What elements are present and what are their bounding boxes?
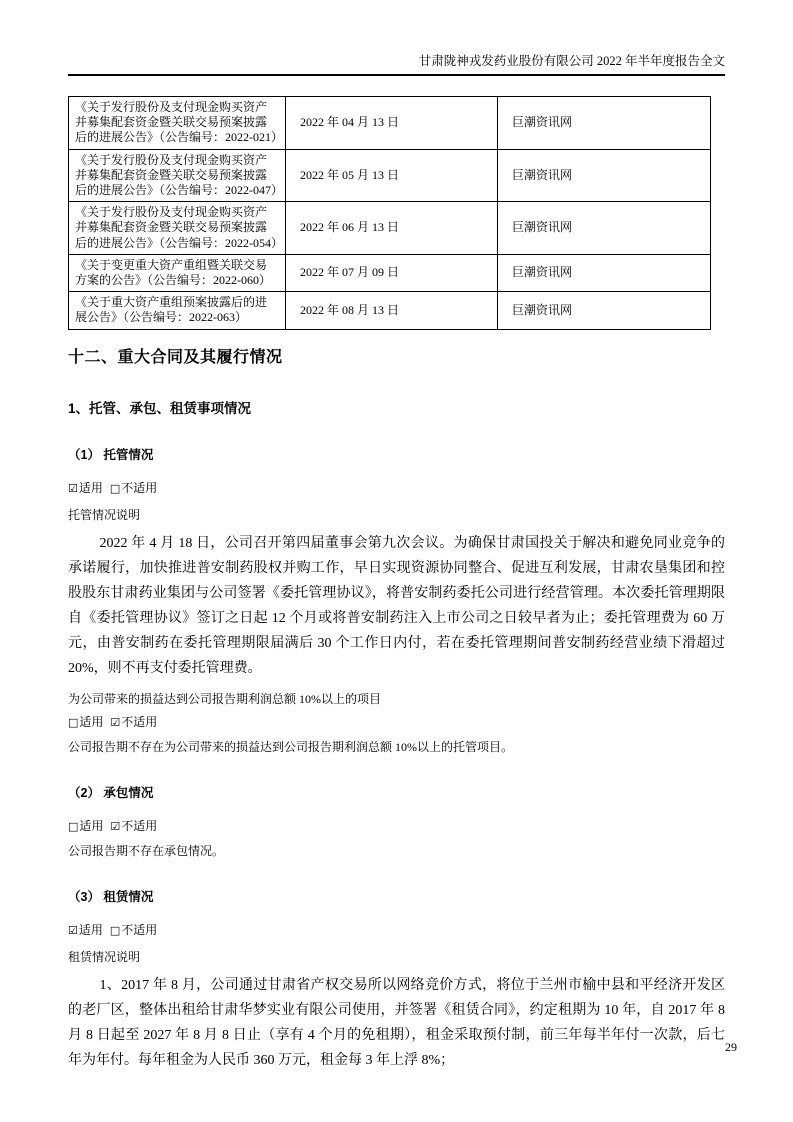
checkbox-checked-icon: ☑	[68, 923, 78, 937]
checkbox-unchecked-icon: □	[68, 715, 79, 729]
not-applicable-label: 不适用	[121, 818, 158, 833]
announcement-table	[68, 96, 711, 330]
applicable-label: 适用	[78, 480, 103, 495]
contracting-heading: （2） 承包情况	[68, 785, 154, 800]
announcement-name-cell: 《关于发行股份及支付现金购买资产并募集配套资金暨关联交易预案披露后的进展公告》（公告编号：2022-047）	[69, 149, 286, 202]
custody-note-label: 托管情况说明	[68, 507, 141, 522]
checkbox-unchecked-icon: □	[109, 481, 121, 495]
lease-note-label: 租赁情况说明	[68, 949, 141, 964]
announcement-date-cell: 2022 年 05 月 13 日	[286, 149, 498, 202]
contracting-statement: 公司报告期不存在承包情况。	[68, 843, 225, 858]
checkbox-unchecked-icon: □	[68, 819, 79, 833]
announcement-name-cell: 《关于发行股份及支付现金购买资产并募集配套资金暨关联交易预案披露后的进展公告》（公告编号：2022-054）	[69, 202, 286, 255]
not-applicable-label: 不适用	[121, 480, 158, 495]
table-row	[69, 254, 711, 291]
page-number: 29	[725, 1040, 737, 1054]
custody-applicability-line	[68, 480, 725, 497]
checkbox-checked-icon: ☑	[110, 819, 121, 833]
applicable-label: 适用	[78, 922, 103, 937]
checkbox-checked-icon: ☑	[110, 715, 121, 729]
table-row	[69, 292, 711, 329]
announcement-date-cell: 2022 年 08 月 13 日	[286, 292, 498, 329]
contracting-applicability-line	[68, 818, 725, 835]
checkbox-unchecked-icon: □	[109, 923, 121, 937]
announcement-website-cell: 巨潮资讯网	[498, 97, 711, 150]
lease-paragraph: 1、2017 年 8 月，公司通过甘肃省产权交易所以网络竞价方式，将位于兰州市榆中县和平经济开发区的老厂区，整体出租给甘肃华梦实业有限公司使用，并签署《租赁合同》，约定租期为 10 年，自 2017 年 8 月 8 日起至 2027 年 8 月 8 日止（享有 4 个月的免租期），租金采取预付制，前三年每半年付一次款，后七年为年付。每年租金为人民币 360 万元，租金每 3 年上浮 8%；	[68, 977, 725, 1068]
announcement-name-cell: 《关于变更重大资产重组暨关联交易方案的公告》（公告编号：2022-060）	[69, 254, 286, 291]
subsection-heading: 1、托管、承包、租赁事项情况	[68, 400, 252, 416]
custody-paragraph: 2022 年 4 月 18 日，公司召开第四届董事会第九次会议。为确保甘肃国投关于解决和避免同业竞争的承诺履行，加快推进普安制药股权并购工作，早日实现资源协同整合、促进互利发展，甘肃农垦集团和控股股东甘肃药业集团与公司签署《委托管理协议》，将普安制药委托公司进行经营管理。本次委托管理期限自《委托管理协议》签订之日起 12 个月或将普安制药注入上市公司之日较早者为止；委托管理费为 60 万元，由普安制药在委托管理期限届满后 30 个工作日内付，若在委托管理期间普安制药经营业绩下滑超过 20%，则不再支付委托管理费。	[68, 535, 725, 676]
announcement-date-cell: 2022 年 06 月 13 日	[286, 202, 498, 255]
profit-item-label: 为公司带来的损益达到公司报告期利润总额 10%以上的项目	[68, 691, 381, 706]
announcement-date-cell: 2022 年 07 月 09 日	[286, 254, 498, 291]
applicable-label: 适用	[79, 714, 104, 729]
not-applicable-label: 不适用	[121, 714, 158, 729]
lease-heading: （3） 租赁情况	[68, 889, 154, 904]
announcement-website-cell: 巨潮资讯网	[498, 254, 711, 291]
table-row	[69, 97, 711, 150]
table-row	[69, 149, 711, 202]
page-header	[68, 53, 725, 76]
profit-statement: 公司报告期不存在为公司带来的损益达到公司报告期利润总额 10%以上的托管项目。	[68, 739, 513, 754]
announcement-date-cell: 2022 年 04 月 13 日	[286, 97, 498, 150]
announcement-website-cell: 巨潮资讯网	[498, 202, 711, 255]
announcement-name-cell: 《关于发行股份及支付现金购买资产并募集配套资金暨关联交易预案披露后的进展公告》（公告编号：2022-021）	[69, 97, 286, 150]
section-heading: 十二、重大合同及其履行情况	[68, 348, 283, 366]
profit-applicability-line	[68, 714, 725, 731]
custody-heading: （1） 托管情况	[68, 447, 154, 462]
table-row	[69, 202, 711, 255]
lease-applicability-line	[68, 922, 725, 939]
announcement-name-cell: 《关于重大资产重组预案披露后的进展公告》（公告编号：2022-063）	[69, 292, 286, 329]
announcement-website-cell: 巨潮资讯网	[498, 149, 711, 202]
checkbox-checked-icon: ☑	[68, 481, 78, 495]
report-title: 甘肃陇神戎发药业股份有限公司 2022 年半年度报告全文	[418, 54, 725, 68]
announcement-website-cell: 巨潮资讯网	[498, 292, 711, 329]
applicable-label: 适用	[79, 818, 104, 833]
not-applicable-label: 不适用	[121, 922, 158, 937]
